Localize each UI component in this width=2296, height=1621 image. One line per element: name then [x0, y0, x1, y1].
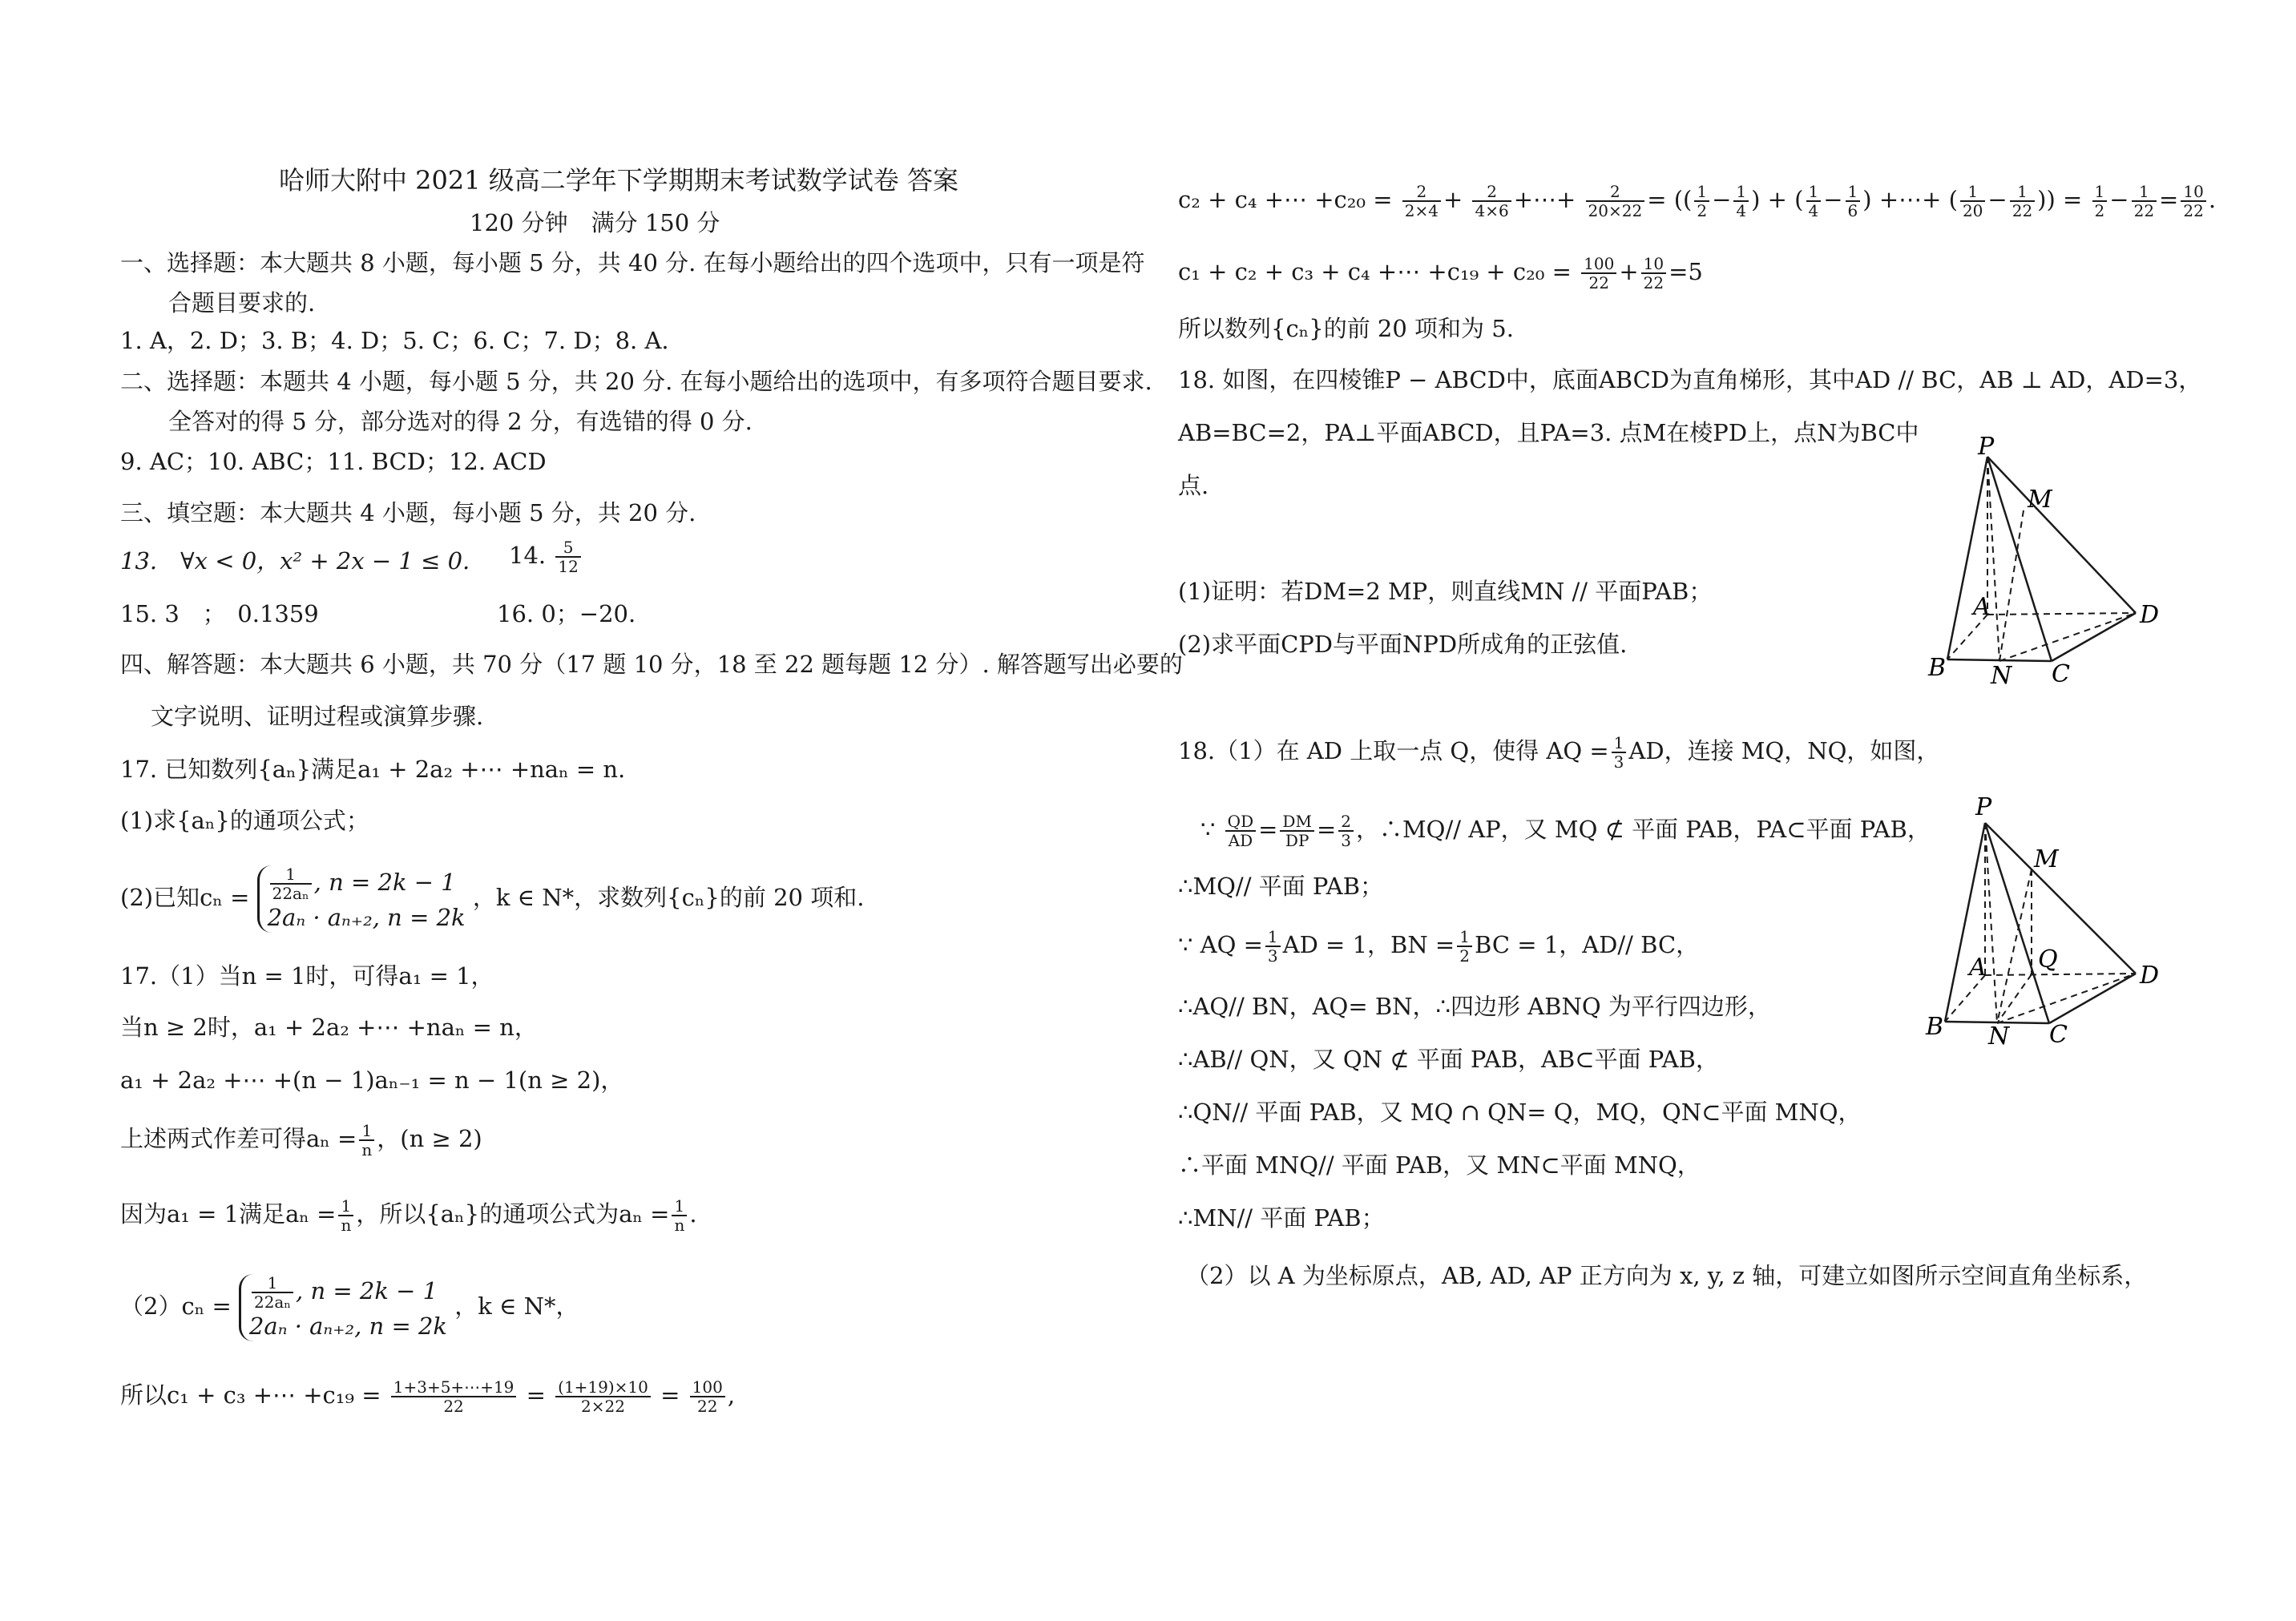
fraction-denominator: 22: [2012, 201, 2033, 220]
total-sum-pre: c₁ + c₂ + c₃ + c₄ +⋯ +c₁₉ + c₂₀ =: [1178, 258, 1572, 285]
pyramid-figure-2-svg: [1919, 789, 2168, 1054]
question-18-line-2: AB=BC=2，PA⊥平面ABCD，且PA=3. 点M在棱PD上，点N为BC中: [1178, 419, 1919, 446]
answer-17-line-4-fraction: [359, 1122, 374, 1159]
fraction-denominator: AD: [1228, 831, 1253, 850]
answer-18-line-1: [1178, 734, 1939, 771]
fig2-vertex-label: M: [2034, 845, 2059, 873]
answer-17-line-3: a₁ + 2a₂ +⋯ +(n − 1)aₙ₋₁ = n − 1(n ≥ 2)，: [120, 1067, 624, 1094]
section-2-heading-cont: 全答对的得 5 分，部分选对的得 2 分，有选错的得 0 分.: [168, 408, 753, 435]
fig1-vertex-label: N: [1991, 662, 2012, 690]
fraction-numerator: 2: [1586, 183, 1645, 202]
answer-17-line-6-prefix: （2）cₙ =: [120, 1292, 232, 1320]
sum-fraction-2: [555, 1378, 651, 1415]
piecewise-2-case-1: [249, 1274, 447, 1311]
fraction-numerator: 100: [1581, 255, 1616, 274]
answer-17-line-6: [120, 1274, 579, 1341]
fraction-denominator: n: [674, 1216, 685, 1235]
answer-14-denominator: 12: [558, 557, 579, 576]
answer-17-line-9: c₁ + c₂ + c₃ + c₄ +⋯ +c₁₉ + c₂₀ = $\frac{100}{22}$ + $\frac{10}{22}$ =5: [1178, 254, 1703, 292]
answer-14: [509, 538, 583, 575]
answer-18-line-8: ∴平面 MNQ// 平面 PAB，又 MN⊂平面 MNQ，: [1178, 1151, 1701, 1179]
fraction-numerator: 1: [2010, 183, 2035, 202]
fraction-denominator: 22: [443, 1397, 464, 1416]
even-sum-open: = ((: [1647, 186, 1693, 213]
answer-17-line-5-pre: 因为a₁ = 1满足aₙ =: [120, 1200, 337, 1228]
section-3-heading: 三、填空题：本大题共 4 小题，每小题 5 分，共 20 分.: [120, 499, 696, 526]
fraction-denominator: 6: [1847, 201, 1858, 220]
fraction-denominator: 2: [2094, 201, 2105, 220]
fig2-vertex-label: A: [1969, 954, 1987, 982]
telescope-3: [1806, 183, 1822, 220]
fraction-numerator: DM: [1280, 813, 1314, 832]
fraction-numerator: 1: [1457, 928, 1472, 947]
question-17-stem: 17. 已知数列{aₙ}满足a₁ + 2a₂ +⋯ +naₙ = n.: [120, 756, 626, 783]
answer-18-line-4-pre: ∵ AQ =: [1178, 931, 1263, 958]
piecewise-case-1: [268, 865, 466, 902]
section-2-heading: 二、选择题：本题共 4 小题，每小题 5 分，共 20 分. 在每小题给出的选项中，有多项符合题目要求.: [120, 368, 1152, 395]
answer-13-text: 13. ∀x < 0，x² + 2x − 1 ≤ 0.: [120, 547, 470, 575]
bn-half: [1457, 928, 1472, 965]
fraction-denominator: 2: [1459, 946, 1470, 966]
answer-18-line-2: ∵ $\frac{QD}{AD}$ = $\frac{DM}{DP}$ = $\frac{2}{3}$ ，∴MQ// AP，又 MQ ⊄ 平面 PAB，PA⊂平面 PAB，: [1200, 812, 1931, 850]
answer-18-line-10: （2）以 A 为坐标原点，AB, AD, AP 正方向为 x, y, z 轴，可建立如图所示空间直角坐标系，: [1186, 1262, 2148, 1289]
fraction-denominator: DP: [1285, 831, 1309, 850]
answer-18-line-4-post: BC = 1，AD// BC，: [1474, 931, 1700, 958]
because-symbol: ∵: [1200, 816, 1216, 843]
fig2-vertex-label: D: [2140, 962, 2160, 990]
piecewise-brace: [257, 865, 466, 933]
fraction-numerator: 1: [1846, 183, 1861, 202]
answer-17-line-4-post: ，(n ≥ 2): [377, 1125, 482, 1152]
fraction-denominator: 3: [1613, 752, 1624, 772]
fraction-numerator: (1+19)×10: [555, 1378, 651, 1397]
answer-18-line-4-mid: AD = 1，BN =: [1282, 931, 1455, 958]
ratio-dm-dp: [1280, 813, 1314, 849]
fraction-numerator: 1: [338, 1197, 353, 1216]
answer-17-line-2: 当n ≥ 2时，a₁ + 2a₂ +⋯ +naₙ = n，: [120, 1014, 538, 1041]
answer-17-line-7: 所以c₁ + c₃ +⋯ +c₁₉ = $\frac{1+3+5+\cdots+19}{22}$ = $\frac{(1+19)\times 10}{2\times 22}$ = $\frac{100}{22}$ ,: [120, 1377, 736, 1416]
fraction-numerator: 1: [359, 1122, 374, 1141]
ratio-qd-ad: [1225, 813, 1256, 849]
fig1-vertex-label: M: [2028, 486, 2052, 514]
telescope-5: [1960, 183, 1985, 220]
answer-17-line-5-mid: ，所以{aₙ}的通项公式为aₙ =: [356, 1200, 670, 1228]
answer-17-line-7-pre: 所以c₁ + c₃ +⋯ +c₁₉ =: [120, 1381, 381, 1409]
fraction-numerator: 1: [1694, 183, 1709, 202]
fraction-denominator: 2×4: [1404, 201, 1439, 220]
piecewise-2-case-2: 2aₙ · aₙ₊₂, n = 2k: [248, 1313, 447, 1340]
fraction-numerator: 1: [1806, 183, 1822, 202]
answer-17-line-4-pre: 上述两式作差可得aₙ =: [120, 1125, 357, 1152]
answer-14-label: 14.: [509, 542, 547, 569]
answer-13: [120, 545, 470, 577]
answer-18-line-1-post: AD，连接 MQ，NQ，如图，: [1628, 737, 1940, 764]
fraction-denominator: 3: [1267, 946, 1278, 966]
fig2-vertex-label: N: [1988, 1022, 2010, 1050]
answer-18-line-9: ∴MN// 平面 PAB；: [1178, 1204, 1385, 1232]
question-18-part-1: (1)证明：若DM=2 MP，则直线MN // 平面PAB；: [1178, 578, 1713, 605]
question-18-line-3: 点.: [1178, 472, 1209, 499]
fig2-vertex-label: B: [1926, 1013, 1944, 1041]
telescope-2: [1733, 183, 1749, 220]
total-fraction-2: [1641, 255, 1666, 292]
answer-18-line-4: [1178, 928, 1699, 965]
pyramid-figure-1: [1923, 437, 2164, 693]
fraction-denominator: 22: [697, 1397, 718, 1416]
fig1-vertex-label: C: [2052, 660, 2070, 688]
answer-18-line-7: ∴QN// 平面 PAB，又 MQ ∩ QN= Q，MQ，QN⊂平面 MNQ，: [1178, 1099, 1862, 1126]
answer-17-line-5-end: .: [689, 1200, 697, 1228]
answer-18-line-5: ∴AQ// BN，AQ= BN，∴四边形 ABNQ 为平行四边形，: [1178, 993, 1771, 1020]
telescope-1: [1694, 183, 1709, 220]
telescope-4: [1846, 183, 1861, 220]
fraction-numerator: 10: [1641, 255, 1666, 274]
answer-16: 16. 0；−20.: [497, 600, 636, 627]
fig1-vertex-label: D: [2140, 601, 2160, 629]
fraction-numerator: 1+3+5+⋯+19: [391, 1378, 517, 1397]
answer-17-conclusion: 所以数列{cₙ}的前 20 项和为 5.: [1178, 315, 1514, 342]
section-2-answers: 9. AC；10. ABC；11. BCD；12. ACD: [120, 448, 547, 475]
section-1-heading: 一、选择题：本大题共 8 小题，每小题 5 分，共 40 分. 在每小题给出的四个选项中，只有一项是符: [120, 249, 1145, 276]
case-1-numerator: 1: [252, 1274, 293, 1293]
fraction-numerator: 1: [672, 1197, 687, 1216]
question-18-part-2: (2)求平面CPD与平面NPD所成角的正弦值.: [1178, 631, 1628, 658]
fig1-vertex-label: A: [1973, 593, 1991, 621]
fraction-denominator: n: [361, 1140, 373, 1159]
fraction-denominator: 22: [2133, 201, 2155, 220]
answer-17-line-1: 17.（1）当n = 1时，可得a₁ = 1，: [120, 962, 494, 990]
fig2-vertex-label: P: [1975, 793, 1992, 821]
fig2-vertex-label: Q: [2038, 946, 2058, 974]
fraction-numerator: 1: [1265, 928, 1281, 947]
even-fraction-1: [1402, 183, 1441, 220]
result-3: [2181, 183, 2205, 220]
answer-18-line-1-pre: 18.（1）在 AD 上取一点 Q，使得 AQ =: [1178, 737, 1609, 764]
fraction-numerator: 1: [1733, 183, 1749, 202]
even-fraction-3: [1586, 183, 1645, 220]
answer-14-numerator: 5: [555, 538, 580, 558]
fraction-denominator: 4: [1808, 201, 1819, 220]
fraction-denominator: 2×22: [581, 1397, 625, 1416]
question-17-part-2-prefix: (2)已知cₙ =: [120, 884, 250, 911]
answer-18-line-2-post: ，∴MQ// AP，又 MQ ⊄ 平面 PAB，PA⊂平面 PAB，: [1355, 816, 1931, 843]
answer-17-line-5-fraction-b: [672, 1197, 687, 1234]
piecewise-case-2: 2aₙ · aₙ₊₂, n = 2k: [267, 904, 466, 931]
fig1-vertex-label: P: [1978, 437, 1995, 461]
fraction-denominator: 20×22: [1588, 201, 1643, 220]
answer-14-fraction: [555, 538, 580, 575]
page-subtitle: 120 分钟 满分 150 分: [470, 209, 720, 236]
ratio-two-thirds: [1338, 813, 1354, 849]
fraction-numerator: 1: [2092, 183, 2108, 202]
fraction-denominator: 3: [1341, 831, 1351, 850]
fraction-numerator: 1: [1612, 734, 1627, 753]
case-1-condition: , n = 2k − 1: [313, 869, 456, 896]
aq-fraction: [1612, 734, 1627, 771]
fig1-vertex-label: B: [1928, 654, 1947, 682]
fraction-numerator: 2: [1402, 183, 1441, 202]
section-4-heading-cont: 文字说明、证明过程或演算步骤.: [151, 703, 484, 730]
aq-third: [1265, 928, 1281, 965]
case-1-fraction: [252, 1274, 293, 1311]
fraction-denominator: 22: [1588, 273, 1609, 292]
question-17-part-2: [120, 865, 864, 933]
case-1-condition: , n = 2k − 1: [296, 1277, 438, 1304]
fraction-denominator: 4×6: [1475, 201, 1509, 220]
even-fraction-2: [1472, 183, 1511, 220]
even-sum-pre: c₂ + c₄ +⋯ +c₂₀ =: [1178, 186, 1393, 213]
fraction-denominator: 20: [1962, 201, 1983, 220]
sum-fraction-3: [690, 1378, 725, 1415]
section-1-answers: 1. A，2. D；3. B；4. D；5. C；6. C；7. D；8. A.: [120, 327, 669, 354]
fraction-denominator: n: [341, 1216, 352, 1235]
section-4-heading: 四、解答题：本大题共 6 小题，共 70 分（17 题 10 分，18 至 22 题每题 12 分）. 解答题写出必要的: [120, 651, 1183, 678]
pyramid-figure-2: [1919, 789, 2168, 1054]
fraction-denominator: 4: [1736, 201, 1747, 220]
result-2: [2132, 183, 2157, 220]
fraction-numerator: 100: [690, 1378, 725, 1397]
fraction-numerator: 1: [1960, 183, 1985, 202]
case-1-denominator: 22aₙ: [253, 1292, 292, 1312]
fraction-numerator: 10: [2181, 183, 2205, 202]
result-1: [2092, 183, 2108, 220]
fig2-vertex-label: C: [2049, 1021, 2068, 1049]
fraction-numerator: 1: [2132, 183, 2157, 202]
answer-17-line-6-suffix: ，k ∈ N*，: [454, 1292, 579, 1320]
telescope-6: [2010, 183, 2035, 220]
fraction-denominator: 2: [1697, 201, 1708, 220]
question-18-line-1: 18. 如图，在四棱锥P − ABCD中，底面ABCD为直角梯形，其中AD // BC，AB ⊥ AD，AD=3，: [1178, 366, 2202, 393]
sum-fraction-1: [391, 1378, 517, 1415]
fraction-denominator: 22: [1643, 273, 1664, 292]
answer-17-line-8: c₂ + c₄ +⋯ +c₂₀ = $\frac{2}{2\times 4}$ + $\frac{2}{4\times 6}$ +⋯+ $\frac{2}{20\times 22}$ = (( $\frac{1}{2}$ − $\frac{1}{4}$ ) + ( $\frac{1}{4}$ − $\frac{1}{6}$ ) +⋯+ ( $\frac{1}{20}$ − $\frac{1}{22}$ )) = $\frac{1}{2}$ − $\frac{1}{22}$ = $\frac{10}{22}$ .: [1178, 182, 2217, 220]
answer-17-line-4: [120, 1122, 482, 1159]
total-sum-post: =5: [1669, 258, 1703, 285]
question-17-part-2-suffix: ，k ∈ N*，求数列{cₙ}的前 20 项和.: [472, 884, 865, 911]
case-1-numerator: 1: [270, 865, 312, 885]
fraction-numerator: 2: [1472, 183, 1511, 202]
fraction-numerator: QD: [1225, 813, 1256, 832]
question-17-part-1: (1)求{aₙ}的通项公式；: [120, 807, 369, 834]
pyramid-figure-1-svg: [1923, 437, 2164, 693]
case-1-denominator: 22aₙ: [272, 884, 309, 903]
answer-15: 15. 3 ； 0.1359: [120, 600, 319, 627]
fraction-numerator: 2: [1338, 813, 1354, 832]
fraction-denominator: 22: [2183, 201, 2204, 220]
case-1-fraction: [270, 865, 312, 902]
piecewise-brace-2: [239, 1274, 447, 1341]
answer-18-line-3: ∴MQ// 平面 PAB；: [1178, 873, 1384, 900]
answer-17-line-5-fraction-a: [338, 1197, 353, 1234]
answer-17-line-5: [120, 1197, 697, 1234]
answer-18-line-6: ∴AB// QN，又 QN ⊄ 平面 PAB，AB⊂平面 PAB，: [1178, 1046, 1719, 1073]
section-1-heading-cont: 合题目要求的.: [168, 289, 316, 317]
page-title: 哈师大附中 2021 级高二学年下学期期末考试数学试卷 答案: [279, 165, 958, 196]
total-fraction-1: [1581, 255, 1616, 292]
